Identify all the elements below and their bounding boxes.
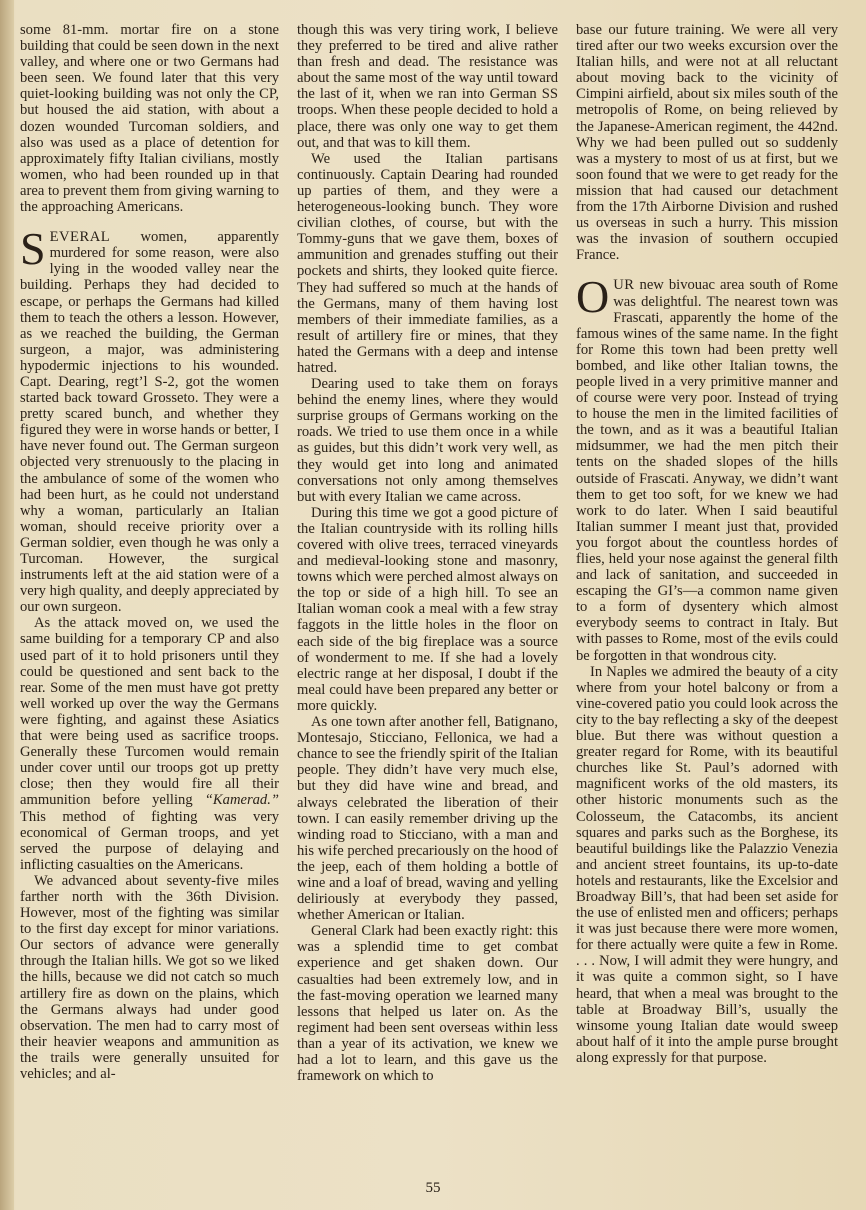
drop-cap: S	[20, 223, 46, 275]
small-caps-lead: UR	[613, 277, 635, 294]
paragraph: During this time we got a good picture of the Italian countryside with its rolling hills covered with olive trees, terraced vineyards and medieval-looking stone and masonry, towns which were perched almost always on the top or side of a high hill. To see an Italian woman cook a meal with a few stray faggots in the little holes in the floor on each side of the big fireplace was a source of wonderment to me. If she had a lovely electric range at her disposal, I doubt if the meal could have been prepared any better or more quickly.	[297, 504, 558, 714]
paragraph: some 81-mm. mortar fire on a stone building that could be seen down in the next valley, and where one or two Germans had been seen. We found later that this very quiet-looking building was not only the CP, but housed the aid station, with about a dozen wounded Turcoman soldiers, and also was used as a place of detention for approximately fifty Italian civilians, mostly women, who had been rounded up in that area to prevent them from giving warning to the approaching Americans.	[20, 22, 279, 216]
text-column-3	[576, 22, 838, 1182]
page-binding-edge	[0, 0, 14, 1210]
paragraph-text: women, apparently murdered for some reason, were also lying in the wooded valley near the building. Perhaps they had decided to escape, or perhaps the Germans had killed them to teach the others a lesson. However, as we reached the building, the German surgeon, a major, was administering hypodermic injections to his wounded. Capt. Dearing, regt’l S-2, got the women started back toward Grosseto. They were a pretty scared bunch, and whether they figured they were in worse hands or better, I have never found out. The German surgeon objected very strenuously to the placing in the ambulance of some of the women who had been hurt, as he could not understand why a woman, particularly an Italian woman, should receive priority over a German soldier, even though he was only a Turcoman. However, the surgical instruments left at the aid station were of a very high quality, and deeply appreciated by our own surgeon.	[20, 229, 279, 616]
paragraph	[20, 615, 279, 873]
paragraph: As one town after another fell, Batignano, Montesajo, Sticciano, Fellonica, we had a chance to see the friendly spirit of the Italian people. They didn’t have very much else, but they did have wine and bread, and always celebrated the liberation of their town. I can easily remember driving up the winding road to Sticciano, with a man and his wife perched precariously on the hood of the jeep, each of them holding a bottle of wine and a loaf of bread, waving and yelling deliriously at everybody they passed, whether American or Italian.	[297, 714, 558, 924]
paragraph-dropcap	[20, 223, 279, 616]
section-break	[20, 215, 279, 229]
page-number: 55	[425, 1180, 441, 1196]
paragraph: General Clark had been exactly right: this was a splendid time to get combat experience and get shaken down. Our casualties had been extremely low, and in the fast-moving operation we learned many lessons that helped us later on. As the regiment had been sent overseas within less than a year of its activation, we knew we had a lot to learn, and this gave us the framework on which to	[297, 923, 558, 1085]
text-column-2	[297, 22, 558, 1182]
paragraph-dropcap	[576, 271, 838, 664]
paragraph-text: This method of fighting was very economical of German troops, and yet served the purpose of delaying and inflicting casualties on the Americans.	[20, 808, 279, 873]
paragraph: We advanced about seventy-five miles farther north with the 36th Division. However, most of the fighting was similar to the first day except for minor variations. Our sectors of advance were generally through the Italian hills. We got so we liked the hills, because we did not catch so much artillery fire as down on the plains, which the Germans always had under good observation. The men had to carry most of their heavier weapons and ammunition as the trails were generally unsuited for vehicles; and al-	[20, 872, 279, 1082]
section-break	[576, 263, 838, 277]
paragraph-text: As the attack moved on, we used the same building for a temporary CP and also used part of it to hold prisoners until they could be questioned and sent back to the rear. Some of the men must have got pretty well worked up over the way the Germans were fighting, and against these Asiatics that were being used as sacrifice troops. Generally these Turcomen would remain under cover until our troops got up pretty close; then they would fire all their ammunition before yelling	[20, 615, 279, 809]
drop-cap: O	[576, 271, 610, 323]
italic-word: “Kamerad.”	[204, 792, 279, 809]
paragraph: We used the Italian partisans continuously. Captain Dearing had rounded up parties of them, and they were a heterogeneous-looking bunch. They wore civilian clothes, of course, but with the Tommy-guns that we gave them, boxes of ammunition and grenades stuffing out their pockets and shirts, they looked quite fierce. They had suffered so much at the hands of the Germans, many of them having lost members of their immediate families, as a result of artillery fire or mines, that they hated the Germans with a deep and intense hatred.	[297, 150, 558, 376]
paragraph: base our future training. We were all very tired after our two weeks excursion over the Italian hills, and were not at all reluctant about moving back to the vicinity of Cimpini airfield, about six miles south of the metropolis of Rome, on being relieved by the Japanese-American regiment, the 442nd. Why we had been pulled out so suddenly was a mystery to most of us at first, but we soon found that we were to get ready for the mission that had caused our detachment from the 17th Airborne Division and rushed us overseas in such a hurry. This mission was the invasion of southern occupied France.	[576, 22, 838, 264]
paragraph: though this was very tiring work, I believe they preferred to be tired and alive rather than fresh and dead. The resistance was about the same most of the way until toward the last of it, when we ran into German SS troops. When these people decided to hold a place, there was only one way to get them out, and that was to kill them.	[297, 22, 558, 151]
small-caps-lead: EVERAL	[49, 229, 111, 246]
text-column-1	[20, 22, 279, 1182]
paragraph: Dearing used to take them on forays behind the enemy lines, where they would surprise groups of Germans working on the roads. We tried to use them once in a while as guides, but this didn’t work very well, as they would get into long and animated conversations not only among themselves but with every Italian we came across.	[297, 376, 558, 505]
paragraph: In Naples we admired the beauty of a city where from your hotel balcony or from a vine-covered patio you could look across the city to the bay reflecting a sky of the deepest blue. But there was without question a greater regard for Rome, with its beautiful churches like St. Paul’s adorned with magnificent works of the old masters, its other historic monuments such as the Colosseum, the Catacombs, its ancient squares and parks such as the Borghese, its beautiful buildings like the Palazzio Venezia and ancient street fountains, its up-to-date hotels and restaurants, like the Excelsior and Broadway Bill’s, that had been set aside for the use of enlisted men and officers; perhaps it was just because there were more women, for there actually were quite a few in Rome. . . . Now, I will admit they were hungry, and it was quite a common sight, so I have heard, that when a meal was brought to the table at Broadway Bill’s, usually the winsome young Italian date would sweep about half of it into the ample purse brought along expressly for that purpose.	[576, 663, 838, 1066]
paragraph-text: new bivouac area south of Rome was delightful. The nearest town was Frascati, apparently the home of the famous wines of the same name. In the fight for Rome this town had been pretty well bombed, and like other Italian towns, the people lived in a very primitive manner and of course were very poor. Instead of trying to house the men in the limited facilities of the town, and as it was a beautiful Italian midsummer, we had the men pitch their tents on the shaded slopes of the hills outside of Frascati. Anyway, we didn’t want them to get too soft, for we knew we had work to do later. When I said beautiful Italian summer I meant just that, provided you forgot about the countless hordes of flies, held your nose against the general filth and lack of sanitation, and succeeded in escaping the GI’s—a common name given to a form of dysentery which almost everybody seems to contract in Italy. But with passes to Rome, most of the evils could be forgotten in that wondrous city.	[576, 277, 838, 664]
